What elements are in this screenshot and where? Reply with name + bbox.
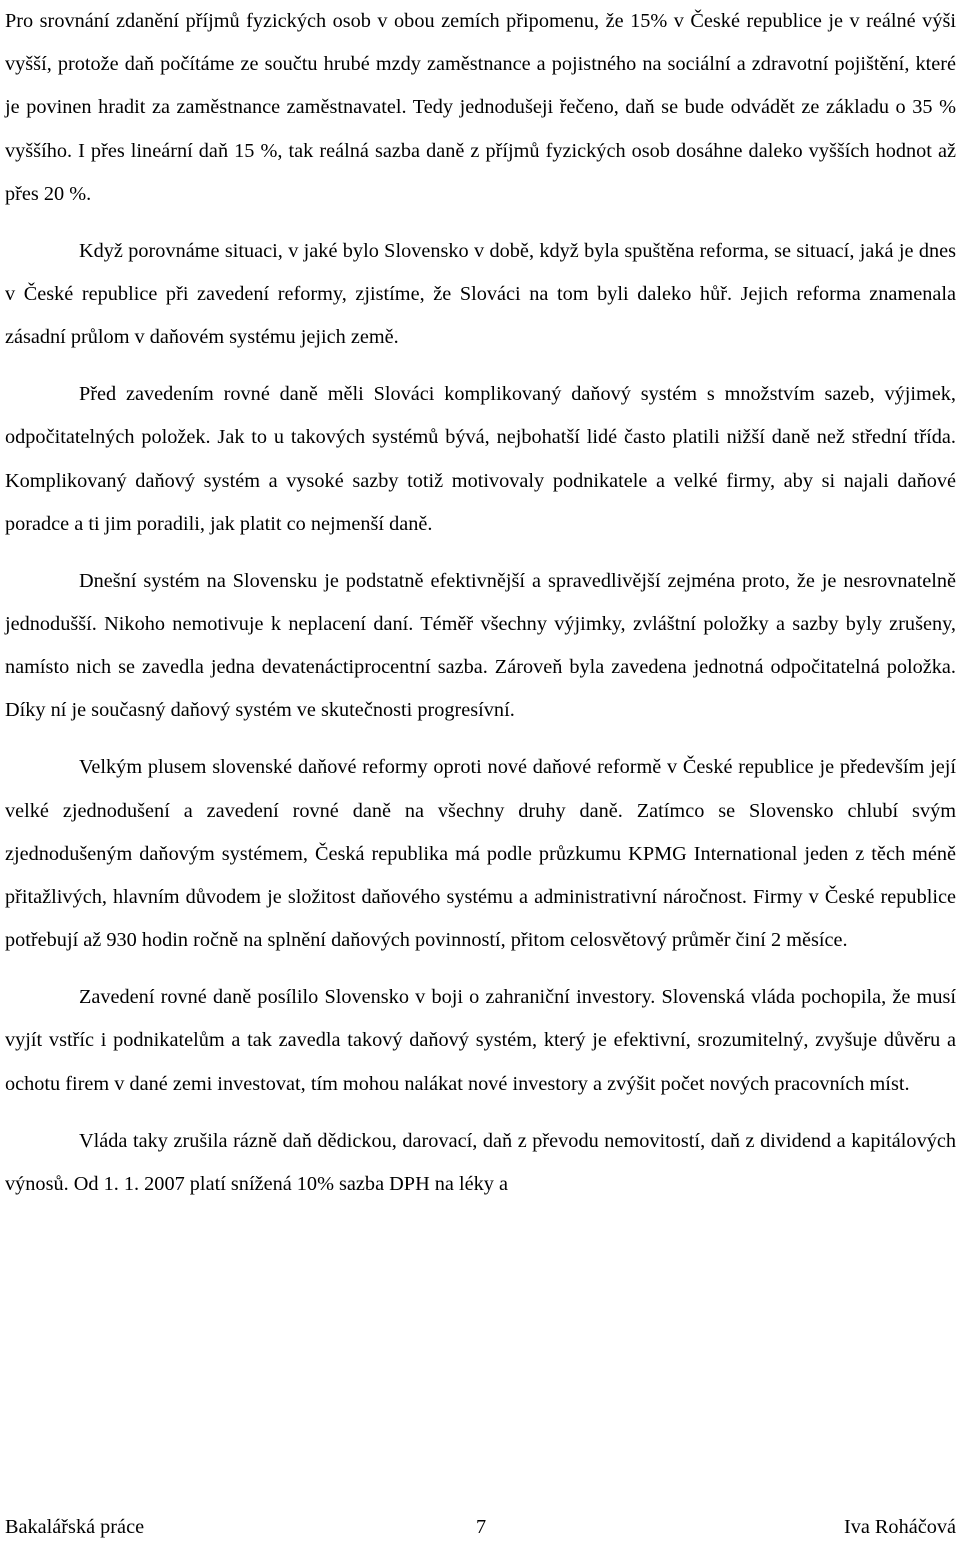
page-number: 7 bbox=[476, 1516, 487, 1538]
paragraph-current-system: Dnešní systém na Slovensku je podstatně efektivnější a spravedlivější zejména proto, že je nesrovnatelně jednodušší. Nikoho nemotivuje k neplacení daní. Téměř všechny výjimky, zvláštní položky a sazby byly zrušeny, namísto nich se zavedla jedna devatenáctiprocentní sazba. Zároveň byla zavedena jednotná odpočitatelná položka. Díky ní je současný daňový systém ve skutečnosti progresívní. bbox=[5, 569, 956, 722]
paragraph-reform-advantage: Velkým plusem slovenské daňové reformy oproti nové daňové reformě v České republice je především její velké zjednodušení a zavedení rovné daně na všechny druhy daně. Zatímco se Slovensko chlubí svým zjednodušeným daňovým systémem, Česká republika má podle průzkumu KPMG International jeden z těch méně přitažlivých, hlavním důvodem je složitost daňového systému a administrativní náročnost. Firmy v České republice potřebují až 930 hodin ročně na splnění daňových povinností, přitom celosvětový průměr činí 2 měsíce. bbox=[5, 756, 956, 952]
page-footer bbox=[5, 1513, 956, 1541]
paragraph-before-flat-tax: Před zavedením rovné daně měli Slováci komplikovaný daňový systém s množstvím sazeb, výjimek, odpočitatelných položek. Jak to u takových systémů bývá, nejbohatší lidé často platili nižší daně než střední třída. Komplikovaný daňový systém a vysoké sazby totiž motivovaly podnikatele a velké firmy, aby si najali daňové poradce a ti jim poradili, jak platit co nejmenší daně. bbox=[5, 383, 956, 535]
paragraph-abolished-taxes: Vláda taky zrušila rázně daň dědickou, darovací, daň z převodu nemovitostí, daň z dividend a kapitálových výnosů. Od 1. 1. 2007 platí snížená 10% sazba DPH na léky a bbox=[5, 1129, 956, 1195]
paragraph-foreign-investors: Zavedení rovné daně posílilo Slovensko v boji o zahraniční investory. Slovenská vláda pochopila, že musí vyjít vstříc i podnikatelům a tak zavedla takový daňový systém, který je efektivní, srozumitelný, zvyšuje důvěru a ochotu firem v dané zemi investovat, tím mohou nalákat nové investory a zvýšit počet nových pracovních míst. bbox=[5, 986, 956, 1095]
footer-document-type: Bakalářská práce bbox=[5, 1516, 145, 1538]
paragraph-slovak-situation: Když porovnáme situaci, v jaké bylo Slovensko v době, když byla spuštěna reforma, se situací, jaká je dnes v České republice při zavedení reformy, zjistíme, že Slováci na tom byli daleko hůř. Jejich reforma znamenala zásadní průlom v daňovém systému jejich země. bbox=[5, 239, 956, 349]
document-body bbox=[5, 0, 956, 1206]
footer-author: Iva Roháčová bbox=[843, 1516, 956, 1538]
paragraph-tax-comparison: Pro srovnání zdanění příjmů fyzických osob v obou zemích připomenu, že 15% v České republice je v reálné výši vyšší, protože daň počítáme ze součtu hrubé mzdy zaměstnance a pojistného na sociální a zdravotní pojištění, které je povinen hradit za zaměstnance zaměstnavatel. Tedy jednodušeji řečeno, daň se bude odvádět ze základu o 35 % vyššího. I přes lineární daň 15 %, tak reálná sazba daně z příjmů fyzických osob dosáhne daleko vyšších hodnot až přes 20 %. bbox=[5, 10, 956, 205]
